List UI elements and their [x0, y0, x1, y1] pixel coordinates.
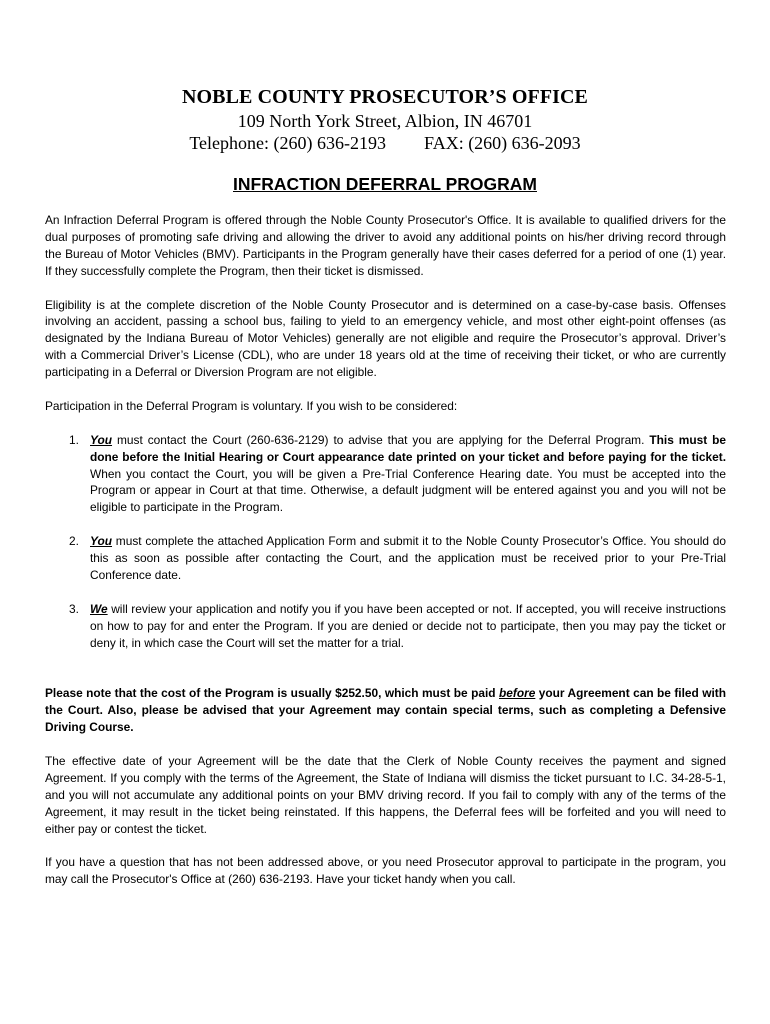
cost-note [45, 685, 726, 736]
contact-paragraph: If you have a question that has not been addressed above, or you need Prosecutor approval to participate in the program, you may call the Prosecutor's Office at (260) 636-2193. Have your ticket handy when you call. [45, 855, 726, 887]
steps-list [45, 432, 726, 652]
effective-date-paragraph: The effective date of your Agreement will be the date that the Clerk of Noble County receives the payment and signed Agreement. If you comply with the terms of the Agreement, the State of Indiana will dismiss the ticket pursuant to I.C. 34-28-5-1, and you will not accumulate any additional points on your BMV driving record. If you fail to comply with any of the terms of the Agreement, it may result in the ticket being reinstated. If this happens, the Deferral fees will be forfeited and you will need to either pay or contest the ticket. [45, 753, 726, 836]
step-number: 2. [69, 534, 79, 549]
eligibility-paragraph: Eligibility is at the complete discretion of the Noble County Prosecutor and is determined on a case-by-case basis. Offenses involving an accident, passing a school bus, failing to yield to an emergency vehicle, and most other eight-point offenses (as designated by the Indiana Bureau of Motor Vehicles) generally are not eligible and require the Prosecutor’s approval. Driver’s with a Commercial Driver’s License (CDL), who are under 18 years old at the time of receiving their ticket, or who are currently participating in a Deferral or Diversion Program are not eligible. [45, 297, 726, 380]
step-text: When you contact the Court, you will be given a Pre-Trial Conference Hearing date. You must be accepted into the Program or appear in Court at that time. Otherwise, a default judgment will be entered against you and you will not be eligible to participate in the Program. [90, 466, 726, 515]
step-number: 1. [69, 432, 79, 447]
office-name: NOBLE COUNTY PROSECUTOR’S OFFICE [181, 86, 589, 108]
note-text: Please note that the cost of the Program is usually $252.50, which must be paid [45, 686, 499, 701]
note-text: your Agreement can be filed with the Court. Also, please be advised that your Agreement may contain special terms, such as completing a Defensive Driving Course. [45, 686, 726, 735]
intro-paragraph: An Infraction Deferral Program is offered through the Noble County Prosecutor's Office. It is available to qualified drivers for the dual purposes of promoting safe driving and allowing the driver to avoid any additional points on his/her driving record through the Bureau of Motor Vehicles (BMV). Participants in the Program generally have their cases deferred for a period of one (1) year. If they successfully complete the Program, then their ticket is dismissed. [45, 213, 726, 278]
step-bold-text: This must be done before the Initial Hearing or Court appearance date printed on your ticket and before paying for the ticket. [90, 432, 726, 464]
list-item [45, 601, 726, 652]
note-emphasis: before [499, 686, 536, 701]
step-text: must contact the Court (260-636-2129) to advise that you are applying for the Deferral Program. [112, 432, 650, 447]
telephone-number: Telephone: (260) 636-2193 [189, 133, 387, 153]
step-text: must complete the attached Application Form and submit it to the Noble County Prosecutor’s Office. You should do this as soon as possible after contacting the Court, and the application must be received prior to your Pre-Trial Conference date. [90, 534, 726, 582]
list-item [45, 533, 726, 584]
office-address: 109 North York Street, Albion, IN 46701 [237, 111, 533, 131]
document-body [45, 212, 726, 905]
step-number: 3. [69, 601, 79, 616]
step-lead: We [90, 601, 108, 616]
fax-number: FAX: (260) 636-2093 [424, 133, 581, 153]
list-item [45, 432, 726, 517]
step-lead: You [90, 534, 113, 549]
document-title: INFRACTION DEFERRAL PROGRAM [233, 174, 537, 194]
step-text: will review your application and notify you if you have been accepted or not. If accepted, you will receive instructions on how to pay for and enter the Program. If you are denied or decide not to participate, then you may pay the ticket or deny it, in which case the Court will set the matter for a trial. [90, 601, 726, 650]
contact-line [0, 133, 770, 154]
step-lead: You [90, 432, 113, 447]
participation-paragraph: Participation in the Deferral Program is voluntary. If you wish to be considered: [45, 398, 458, 413]
